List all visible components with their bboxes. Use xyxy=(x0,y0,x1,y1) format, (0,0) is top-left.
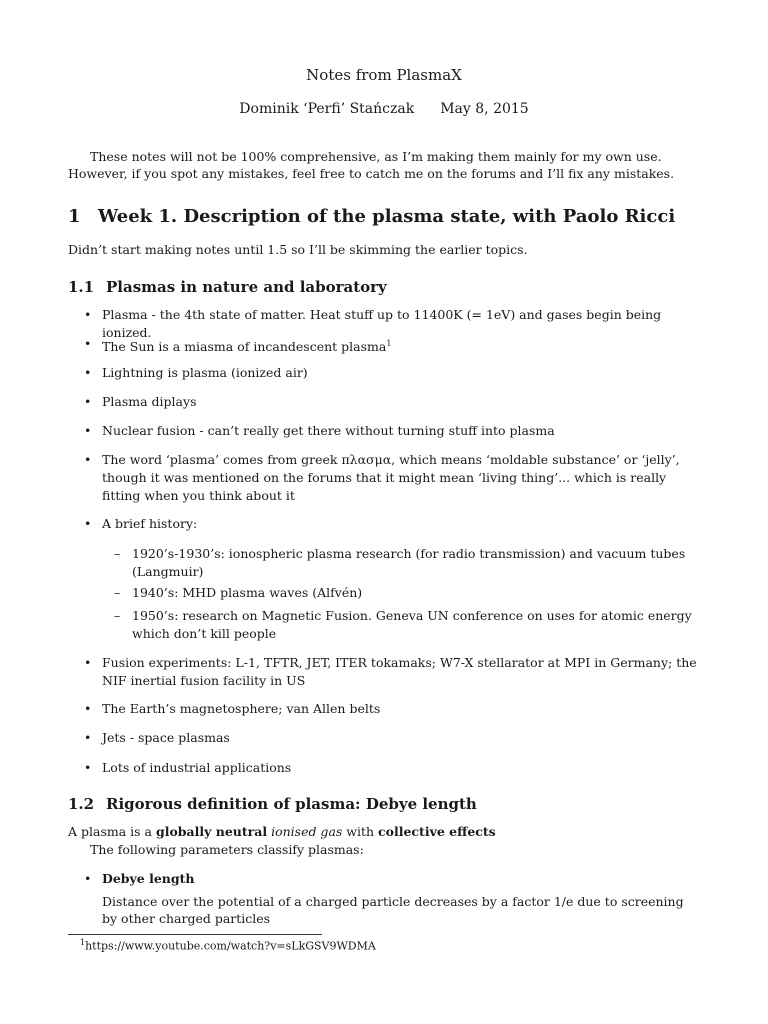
list-item: • The Sun is a miasma of incandescent plasma$^1$ xyxy=(84,336,392,355)
list-item xyxy=(84,870,700,888)
footnote-rule xyxy=(68,934,322,935)
list-item: • The Earth’s magnetosphere; van Allen belts xyxy=(84,701,381,716)
bullet-icon: • xyxy=(84,307,92,322)
section-heading xyxy=(68,206,675,227)
bullet-icon: • xyxy=(84,701,92,716)
footnote-link[interactable]: https://www.youtube.com/watch?v=sLkGSV9WDMA xyxy=(85,939,376,953)
footnote-mark[interactable]: 1 xyxy=(386,339,392,348)
list-item: • Plasma - the 4th state of matter. Heat stuff up to 11400K (= 1eV) and gases begin being ionized. xyxy=(84,307,662,340)
list-item: • Plasma diplays xyxy=(84,394,197,409)
section-number: 1 xyxy=(68,206,81,227)
abstract: These notes will not be 100% comprehensive, as I’m making them mainly for my own use. However, if you spot any mistakes, feel free to catch me on the forums and I’ll fix any mistakes. xyxy=(68,149,675,181)
debye-description: Distance over the potential of a charged particle decreases by a factor 1/e due to screening by other charged particles xyxy=(102,894,684,926)
dash-icon: – xyxy=(114,585,121,600)
bullet-icon: • xyxy=(84,730,92,745)
subsection-number: 1.1 xyxy=(68,278,95,296)
subsection-title: Plasmas in nature and laboratory xyxy=(106,278,387,296)
bullet-icon: • xyxy=(84,365,92,380)
bullet-icon: • xyxy=(84,452,92,467)
list-item: • Nuclear fusion - can’t really get there without turning stuff into plasma xyxy=(84,423,555,438)
subsection-heading xyxy=(68,278,387,296)
list-item: • A brief history: xyxy=(84,516,198,531)
subsection-number: 1.2 xyxy=(68,795,95,813)
author: Dominik ‘Perfi’ Stańczak xyxy=(239,101,415,117)
bullet-icon: • xyxy=(84,423,92,438)
list-item: • The word ‘plasma’ comes from greek πλασμα, which means ‘moldable substance’ or ‘jelly’, though it was mentioned on the forums that it might mean ‘living thing’... which is really fitting when you think about it xyxy=(84,452,680,503)
footnote xyxy=(80,938,376,953)
byline xyxy=(0,101,768,117)
bullet-icon: • xyxy=(84,760,92,775)
section-title: Week 1. Description of the plasma state, with Paolo Ricci xyxy=(98,206,676,227)
bullet-icon: • xyxy=(84,394,92,409)
list-item: • Lots of industrial applications xyxy=(84,760,292,775)
bullet-icon: • xyxy=(84,655,92,670)
section-intro: Didn’t start making notes until 1.5 so I’ll be skimming the earlier topics. xyxy=(68,242,528,257)
sub-list-item: – 1940’s: MHD plasma waves (Alfvén) xyxy=(114,585,363,600)
bullet-icon: • xyxy=(84,871,92,886)
footnote-number: 1 xyxy=(80,938,86,947)
list-item: • Fusion experiments: L-1, TFTR, JET, ITER tokamaks; W7-X stellarator at MPI in Germany; the NIF inertial fusion facility in US xyxy=(84,655,697,688)
debye-heading: Debye length xyxy=(102,871,195,886)
dash-icon: – xyxy=(114,546,121,561)
sub-list-item: – 1920’s-1930’s: ionospheric plasma research (for radio transmission) and vacuum tubes (Langmuir) xyxy=(114,546,686,579)
dash-icon: – xyxy=(114,608,121,623)
date: May 8, 2015 xyxy=(440,101,529,117)
bullet-icon: • xyxy=(84,336,92,351)
list-item: • Lightning is plasma (ionized air) xyxy=(84,365,308,380)
list-item: • Jets - space plasmas xyxy=(84,730,230,745)
subsection-title: Rigorous definition of plasma: Debye length xyxy=(106,795,477,813)
params-paragraph: The following parameters classify plasmas: xyxy=(90,842,364,857)
definition-paragraph: A plasma is a globally neutral ionised gas with collective effects xyxy=(68,824,496,839)
bullet-icon: • xyxy=(84,516,92,531)
sub-list-item: – 1950’s: research on Magnetic Fusion. Geneva UN conference on uses for atomic energy which don’t kill people xyxy=(114,608,692,641)
document-title: Notes from PlasmaX xyxy=(306,66,462,84)
subsection-heading xyxy=(68,795,477,813)
